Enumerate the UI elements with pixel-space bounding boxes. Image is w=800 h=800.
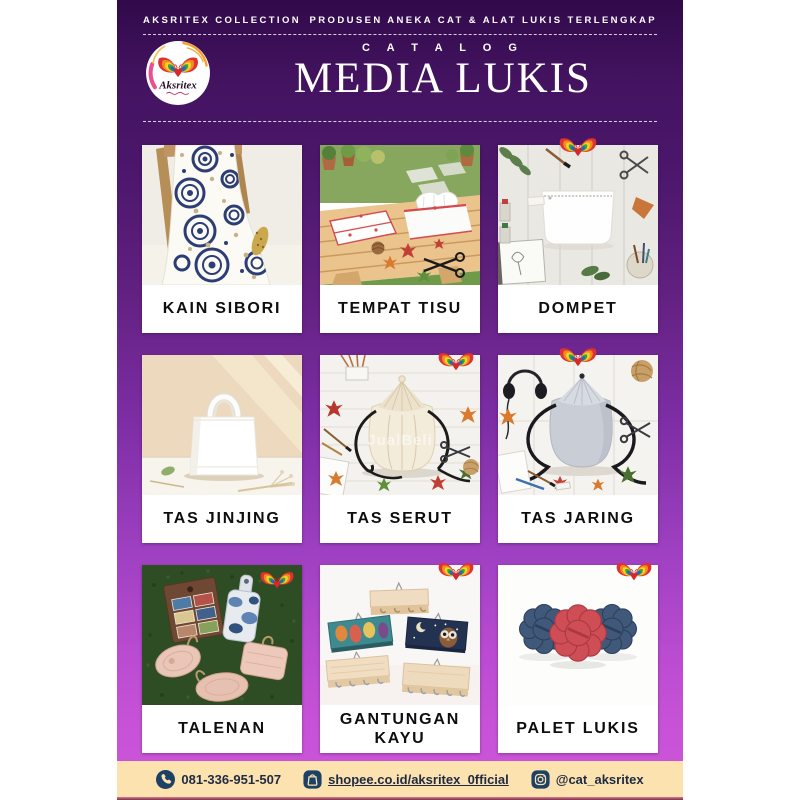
product-photo-tempat-tisu — [320, 145, 480, 285]
product-grid — [142, 145, 658, 753]
page-title: MEDIA LUKIS — [294, 55, 592, 102]
dotted-divider — [143, 121, 657, 122]
product-card — [142, 145, 302, 333]
phone-number: 081-336-951-507 — [181, 771, 282, 787]
product-label: TAS JARING — [498, 495, 658, 543]
product-card — [142, 565, 302, 753]
footer-contact-bar — [117, 761, 683, 797]
product-label: PALET LUKIS — [498, 705, 658, 753]
aksritex-logo-icon — [144, 39, 212, 107]
butterfly-logo-icon — [615, 561, 653, 583]
shopee-icon — [303, 770, 322, 789]
butterfly-logo-icon — [437, 351, 475, 373]
butterfly-logo-icon — [259, 570, 295, 591]
butterfly-logo-icon — [558, 136, 598, 159]
catalog-label: C A T A L O G — [362, 42, 524, 54]
brand-tagline: PRODUSEN ANEKA CAT & ALAT LUKIS TERLENGKAP — [309, 15, 657, 26]
shopee-link[interactable]: shopee.co.id/aksritex_0fficial — [328, 771, 509, 787]
product-card — [498, 355, 658, 543]
header-title-block — [217, 42, 669, 100]
product-card — [320, 145, 480, 333]
instagram-handle: @cat_aksritex — [555, 771, 644, 787]
product-label: TEMPAT TISU — [320, 285, 480, 333]
instagram-icon — [531, 770, 550, 789]
product-photo-gantungan-kayu — [320, 565, 480, 705]
product-photo-dompet — [498, 145, 658, 285]
product-photo-tas-jaring — [498, 355, 658, 495]
product-photo-tas-serut — [320, 355, 480, 495]
header-brand-row — [143, 15, 657, 35]
product-label: KAIN SIBORI — [142, 285, 302, 333]
product-photo-kain-sibori — [142, 145, 302, 285]
instagram-contact — [531, 770, 644, 789]
product-photo-tas-jinjing — [142, 355, 302, 495]
catalog-poster — [117, 0, 683, 800]
product-photo-palet-lukis — [498, 565, 658, 705]
product-card — [320, 355, 480, 543]
shopee-contact — [303, 770, 509, 789]
product-label: TAS JINJING — [142, 495, 302, 543]
marketplace-watermark: JualBeli — [367, 432, 433, 449]
aksritex-logo — [144, 39, 212, 107]
product-card — [142, 355, 302, 543]
phone-contact — [156, 770, 281, 789]
product-card — [498, 145, 658, 333]
product-label: TALENAN — [142, 705, 302, 753]
product-label: GANTUNGAN KAYU — [320, 705, 480, 753]
brand-name: AKSRITEX COLLECTION — [143, 15, 302, 26]
butterfly-logo-icon — [558, 346, 598, 369]
product-label: TAS SERUT — [320, 495, 480, 543]
header-main — [117, 39, 683, 113]
product-label: DOMPET — [498, 285, 658, 333]
phone-icon — [156, 770, 175, 789]
logo-script-text: Aksritex — [159, 79, 197, 92]
product-card — [320, 565, 480, 753]
butterfly-logo-icon — [437, 561, 475, 583]
product-card — [498, 565, 658, 753]
